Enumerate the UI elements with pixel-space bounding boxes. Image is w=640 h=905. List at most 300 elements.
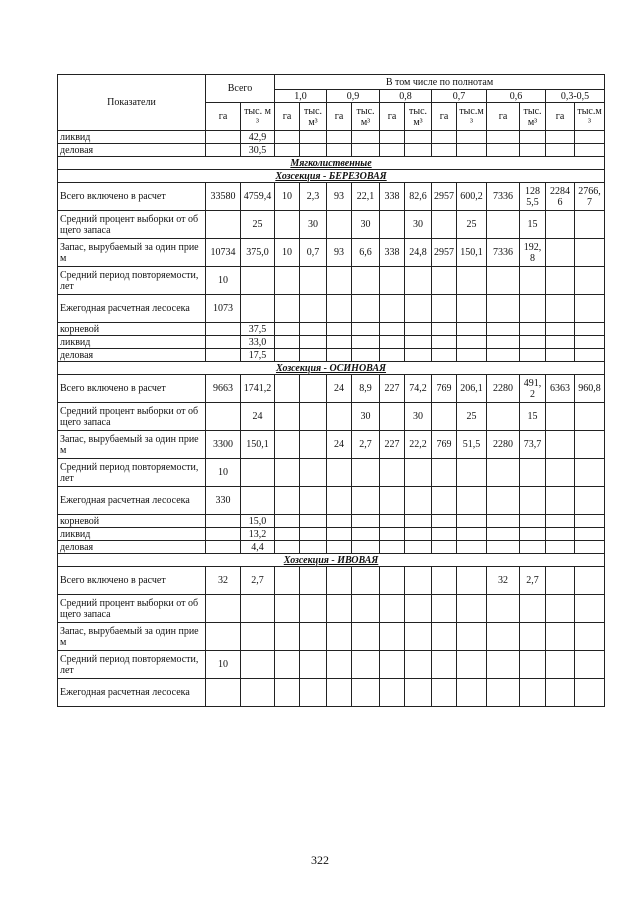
table-cell — [575, 131, 605, 144]
table-cell — [575, 623, 605, 651]
row-label: корневой — [58, 515, 206, 528]
table-cell — [457, 487, 487, 515]
table-cell — [546, 349, 575, 362]
table-row — [58, 515, 605, 528]
table-cell — [432, 323, 457, 336]
table-cell — [241, 459, 275, 487]
table-cell: 24,8 — [405, 239, 432, 267]
row-label: Запас, вырубаемый за один прием — [58, 431, 206, 459]
table-cell — [352, 595, 380, 623]
table-cell — [241, 595, 275, 623]
table-cell — [300, 267, 327, 295]
table-cell — [520, 295, 546, 323]
table-cell: 13,2 — [241, 528, 275, 541]
table-cell — [432, 131, 457, 144]
table-cell — [487, 295, 520, 323]
table-cell — [487, 144, 520, 157]
table-cell — [300, 144, 327, 157]
table-cell — [327, 515, 352, 528]
table-cell — [432, 679, 457, 707]
unit-header: га — [327, 103, 352, 131]
table-cell — [575, 567, 605, 595]
unit-header: га — [487, 103, 520, 131]
table-cell — [575, 679, 605, 707]
unit-header: га — [546, 103, 575, 131]
table-cell — [520, 651, 546, 679]
table-cell: 22,2 — [405, 431, 432, 459]
table-cell: 960,8 — [575, 375, 605, 403]
table-cell: 2,7 — [352, 431, 380, 459]
table-cell — [300, 623, 327, 651]
table-cell — [487, 403, 520, 431]
table-cell: 32 — [487, 567, 520, 595]
table-cell — [380, 515, 405, 528]
table-row — [58, 651, 605, 679]
table-cell — [206, 623, 241, 651]
table-cell — [575, 651, 605, 679]
table-cell: 2280 — [487, 431, 520, 459]
table-cell: 24 — [327, 375, 352, 403]
including-header: В том числе по полнотам — [275, 75, 605, 90]
table-cell — [275, 487, 300, 515]
table-row — [58, 623, 605, 651]
table-cell — [575, 541, 605, 554]
table-cell — [432, 349, 457, 362]
table-cell — [327, 211, 352, 239]
table-cell — [327, 623, 352, 651]
table-cell: 0,7 — [300, 239, 327, 267]
table-cell — [457, 515, 487, 528]
unit-header: тыс. м³ — [520, 103, 546, 131]
table-cell — [487, 267, 520, 295]
section-row — [58, 362, 605, 375]
table-cell: 2766,7 — [575, 183, 605, 211]
table-cell: 30,5 — [241, 144, 275, 157]
row-label: деловая — [58, 349, 206, 362]
row-label: ликвид — [58, 528, 206, 541]
table-cell — [380, 623, 405, 651]
table-cell — [457, 528, 487, 541]
table-cell — [457, 541, 487, 554]
table-cell — [405, 323, 432, 336]
table-cell — [300, 336, 327, 349]
table-cell — [275, 651, 300, 679]
table-cell — [275, 528, 300, 541]
table-cell: 1285,5 — [520, 183, 546, 211]
table-cell — [487, 515, 520, 528]
table-cell — [432, 623, 457, 651]
table-cell — [300, 131, 327, 144]
table-cell — [457, 567, 487, 595]
table-cell — [327, 528, 352, 541]
table-row — [58, 487, 605, 515]
table-cell: 206,1 — [457, 375, 487, 403]
table-cell — [520, 267, 546, 295]
unit-header: тыс. м³ — [300, 103, 327, 131]
table-cell — [575, 239, 605, 267]
row-label: деловая — [58, 144, 206, 157]
table-cell: 33,0 — [241, 336, 275, 349]
table-row — [58, 403, 605, 431]
table-cell: 10 — [275, 183, 300, 211]
table-row — [58, 528, 605, 541]
table-row — [58, 375, 605, 403]
table-cell — [546, 267, 575, 295]
table-cell: 25 — [457, 211, 487, 239]
table-cell — [327, 144, 352, 157]
table-cell — [405, 651, 432, 679]
table-cell — [275, 541, 300, 554]
table-cell — [520, 679, 546, 707]
table-cell — [487, 459, 520, 487]
table-body — [58, 131, 605, 707]
table-cell — [380, 651, 405, 679]
total-header: Всего — [206, 75, 275, 103]
table-cell — [206, 144, 241, 157]
table-cell — [380, 595, 405, 623]
group-title: Мягколиственные — [58, 157, 605, 170]
table-cell — [405, 295, 432, 323]
table-cell: 37,5 — [241, 323, 275, 336]
table-cell — [380, 528, 405, 541]
table-cell: 10 — [275, 239, 300, 267]
table-cell — [300, 459, 327, 487]
table-cell — [457, 349, 487, 362]
table-cell — [405, 515, 432, 528]
table-cell — [520, 336, 546, 349]
table-cell — [275, 295, 300, 323]
table-cell — [206, 323, 241, 336]
table-cell — [275, 431, 300, 459]
table-cell: 2,3 — [300, 183, 327, 211]
table-cell — [275, 623, 300, 651]
table-cell — [300, 651, 327, 679]
table-cell — [520, 623, 546, 651]
density-header: 0,7 — [432, 90, 487, 103]
table-cell — [487, 487, 520, 515]
table-cell — [300, 679, 327, 707]
table-cell — [327, 487, 352, 515]
table-cell: 491,2 — [520, 375, 546, 403]
table-row — [58, 567, 605, 595]
table-cell — [206, 349, 241, 362]
table-cell — [380, 211, 405, 239]
table-cell — [546, 431, 575, 459]
table-cell — [432, 541, 457, 554]
table-cell — [487, 541, 520, 554]
section-title: Хозсекция - ИВОВАЯ — [58, 554, 605, 567]
table-cell — [241, 267, 275, 295]
table-cell — [352, 567, 380, 595]
section-row — [58, 554, 605, 567]
table-cell — [487, 211, 520, 239]
table-cell — [380, 487, 405, 515]
row-label: Средний процент выборки от общего запаса — [58, 211, 206, 239]
table-cell: 3300 — [206, 431, 241, 459]
table-cell — [520, 595, 546, 623]
table-cell — [327, 267, 352, 295]
table-cell: 15,0 — [241, 515, 275, 528]
table-cell — [275, 595, 300, 623]
table-cell — [206, 595, 241, 623]
table-cell — [275, 375, 300, 403]
table-cell: 30 — [405, 403, 432, 431]
table-cell — [520, 541, 546, 554]
table-cell — [546, 541, 575, 554]
row-label: деловая — [58, 541, 206, 554]
table-cell — [352, 131, 380, 144]
table-cell: 2,7 — [520, 567, 546, 595]
density-header: 0,9 — [327, 90, 380, 103]
table-cell — [380, 349, 405, 362]
table-cell — [206, 541, 241, 554]
table-cell: 2957 — [432, 239, 457, 267]
table-cell — [300, 595, 327, 623]
table-cell — [300, 403, 327, 431]
table-cell — [457, 336, 487, 349]
section-row — [58, 157, 605, 170]
table-cell — [300, 375, 327, 403]
table-cell — [275, 567, 300, 595]
table-cell — [405, 528, 432, 541]
table-cell: 10 — [206, 651, 241, 679]
table-cell — [457, 295, 487, 323]
table-row — [58, 336, 605, 349]
table-cell — [300, 323, 327, 336]
table-cell — [546, 211, 575, 239]
table-cell — [575, 487, 605, 515]
table-row — [58, 431, 605, 459]
table-cell — [457, 651, 487, 679]
table-cell — [575, 336, 605, 349]
table-row — [58, 267, 605, 295]
table-cell — [327, 323, 352, 336]
table-cell: 30 — [352, 211, 380, 239]
table-cell — [546, 651, 575, 679]
table-cell — [380, 679, 405, 707]
table-cell: 74,2 — [405, 375, 432, 403]
table-cell — [405, 567, 432, 595]
table-cell: 42,9 — [241, 131, 275, 144]
table-cell: 93 — [327, 183, 352, 211]
section-title: Хозсекция - ОСИНОВАЯ — [58, 362, 605, 375]
row-label: Всего включено в расчет — [58, 375, 206, 403]
table-cell — [275, 515, 300, 528]
table-row — [58, 131, 605, 144]
table-cell: 338 — [380, 183, 405, 211]
table-cell — [575, 515, 605, 528]
table-cell — [575, 528, 605, 541]
indicators-header: Показатели — [58, 75, 206, 131]
table-cell — [457, 323, 487, 336]
table-row — [58, 679, 605, 707]
table-cell — [275, 131, 300, 144]
unit-header: тыс. м³ — [405, 103, 432, 131]
table-cell — [432, 487, 457, 515]
table-cell: 4,4 — [241, 541, 275, 554]
table-cell — [520, 459, 546, 487]
table-cell — [546, 131, 575, 144]
table-cell: 10734 — [206, 239, 241, 267]
table-cell — [380, 567, 405, 595]
table-cell — [405, 349, 432, 362]
density-header: 0,6 — [487, 90, 546, 103]
row-label: Ежегодная расчетная лесосека — [58, 295, 206, 323]
density-header: 0,3-0,5 — [546, 90, 605, 103]
table-cell: 7336 — [487, 183, 520, 211]
table-cell: 24 — [327, 431, 352, 459]
table-cell — [300, 567, 327, 595]
row-label: Запас, вырубаемый за один прием — [58, 239, 206, 267]
table-cell — [546, 336, 575, 349]
table-cell — [457, 623, 487, 651]
table-cell: 24 — [241, 403, 275, 431]
table-cell — [520, 515, 546, 528]
table-cell: 30 — [405, 211, 432, 239]
table-cell — [241, 651, 275, 679]
table-cell — [575, 323, 605, 336]
table-cell — [546, 323, 575, 336]
stock-table — [57, 74, 605, 707]
density-header: 1,0 — [275, 90, 327, 103]
table-cell — [575, 595, 605, 623]
table-cell: 150,1 — [457, 239, 487, 267]
table-cell — [352, 541, 380, 554]
table-cell — [380, 144, 405, 157]
table-cell — [432, 515, 457, 528]
row-label: ликвид — [58, 336, 206, 349]
table-row — [58, 349, 605, 362]
table-cell — [275, 679, 300, 707]
table-cell — [432, 295, 457, 323]
table-cell — [275, 323, 300, 336]
table-cell: 51,5 — [457, 431, 487, 459]
table-cell: 600,2 — [457, 183, 487, 211]
table-cell — [352, 295, 380, 323]
table-cell — [206, 131, 241, 144]
table-cell — [352, 528, 380, 541]
table-cell — [520, 144, 546, 157]
table-cell: 769 — [432, 431, 457, 459]
table-cell — [546, 623, 575, 651]
table-cell — [380, 131, 405, 144]
row-label: Средний период повторяемости, лет — [58, 267, 206, 295]
table-cell — [520, 487, 546, 515]
table-cell — [352, 323, 380, 336]
table-cell — [300, 295, 327, 323]
table-cell: 22,1 — [352, 183, 380, 211]
table-cell — [487, 131, 520, 144]
table-cell — [432, 651, 457, 679]
table-cell: 25 — [241, 211, 275, 239]
table-cell — [457, 131, 487, 144]
table-cell — [300, 349, 327, 362]
table-row — [58, 595, 605, 623]
table-cell — [241, 487, 275, 515]
table-cell: 330 — [206, 487, 241, 515]
table-cell: 8,9 — [352, 375, 380, 403]
table-cell: 17,5 — [241, 349, 275, 362]
table-cell: 10 — [206, 459, 241, 487]
table-cell: 1073 — [206, 295, 241, 323]
table-cell: 25 — [457, 403, 487, 431]
table-cell — [487, 679, 520, 707]
table-cell — [352, 349, 380, 362]
table-row — [58, 541, 605, 554]
row-label: Запас, вырубаемый за один прием — [58, 623, 206, 651]
table-cell — [405, 679, 432, 707]
table-cell: 192,8 — [520, 239, 546, 267]
table-cell: 73,7 — [520, 431, 546, 459]
table-cell — [275, 144, 300, 157]
table-cell — [432, 267, 457, 295]
table-cell — [575, 459, 605, 487]
unit-header: тыс.м ³ — [575, 103, 605, 131]
table-cell: 10 — [206, 267, 241, 295]
table-cell: 7336 — [487, 239, 520, 267]
table-cell — [327, 651, 352, 679]
table-cell — [405, 131, 432, 144]
table-cell — [546, 528, 575, 541]
table-cell — [352, 487, 380, 515]
table-cell — [432, 528, 457, 541]
table-cell — [275, 267, 300, 295]
table-cell — [575, 431, 605, 459]
table-cell — [300, 541, 327, 554]
table-cell — [405, 541, 432, 554]
row-label: Средний период повторяемости, лет — [58, 459, 206, 487]
table-cell — [487, 528, 520, 541]
table-cell — [352, 515, 380, 528]
table-cell — [520, 131, 546, 144]
table-cell: 227 — [380, 375, 405, 403]
table-cell: 33580 — [206, 183, 241, 211]
table-cell — [487, 323, 520, 336]
table-cell — [546, 595, 575, 623]
table-cell: 15 — [520, 211, 546, 239]
table-cell: 32 — [206, 567, 241, 595]
table-cell — [206, 403, 241, 431]
table-cell — [520, 528, 546, 541]
table-cell — [327, 459, 352, 487]
table-cell — [575, 349, 605, 362]
table-cell — [275, 336, 300, 349]
table-cell — [206, 528, 241, 541]
table-cell — [405, 144, 432, 157]
table-cell — [520, 349, 546, 362]
table-row — [58, 295, 605, 323]
row-label: Ежегодная расчетная лесосека — [58, 679, 206, 707]
table-cell — [327, 567, 352, 595]
table-cell: 30 — [352, 403, 380, 431]
table-cell — [352, 651, 380, 679]
unit-header: тыс. м³ — [241, 103, 275, 131]
table-cell: 375,0 — [241, 239, 275, 267]
table-cell — [405, 595, 432, 623]
table-cell — [432, 567, 457, 595]
table-cell — [575, 267, 605, 295]
table-cell — [380, 336, 405, 349]
table-cell — [487, 651, 520, 679]
table-cell — [327, 403, 352, 431]
section-row — [58, 170, 605, 183]
table-cell — [327, 336, 352, 349]
table-cell — [300, 487, 327, 515]
row-label: Средний процент выборки от общего запаса — [58, 595, 206, 623]
table-cell — [327, 541, 352, 554]
table-cell — [546, 239, 575, 267]
table-cell — [352, 623, 380, 651]
